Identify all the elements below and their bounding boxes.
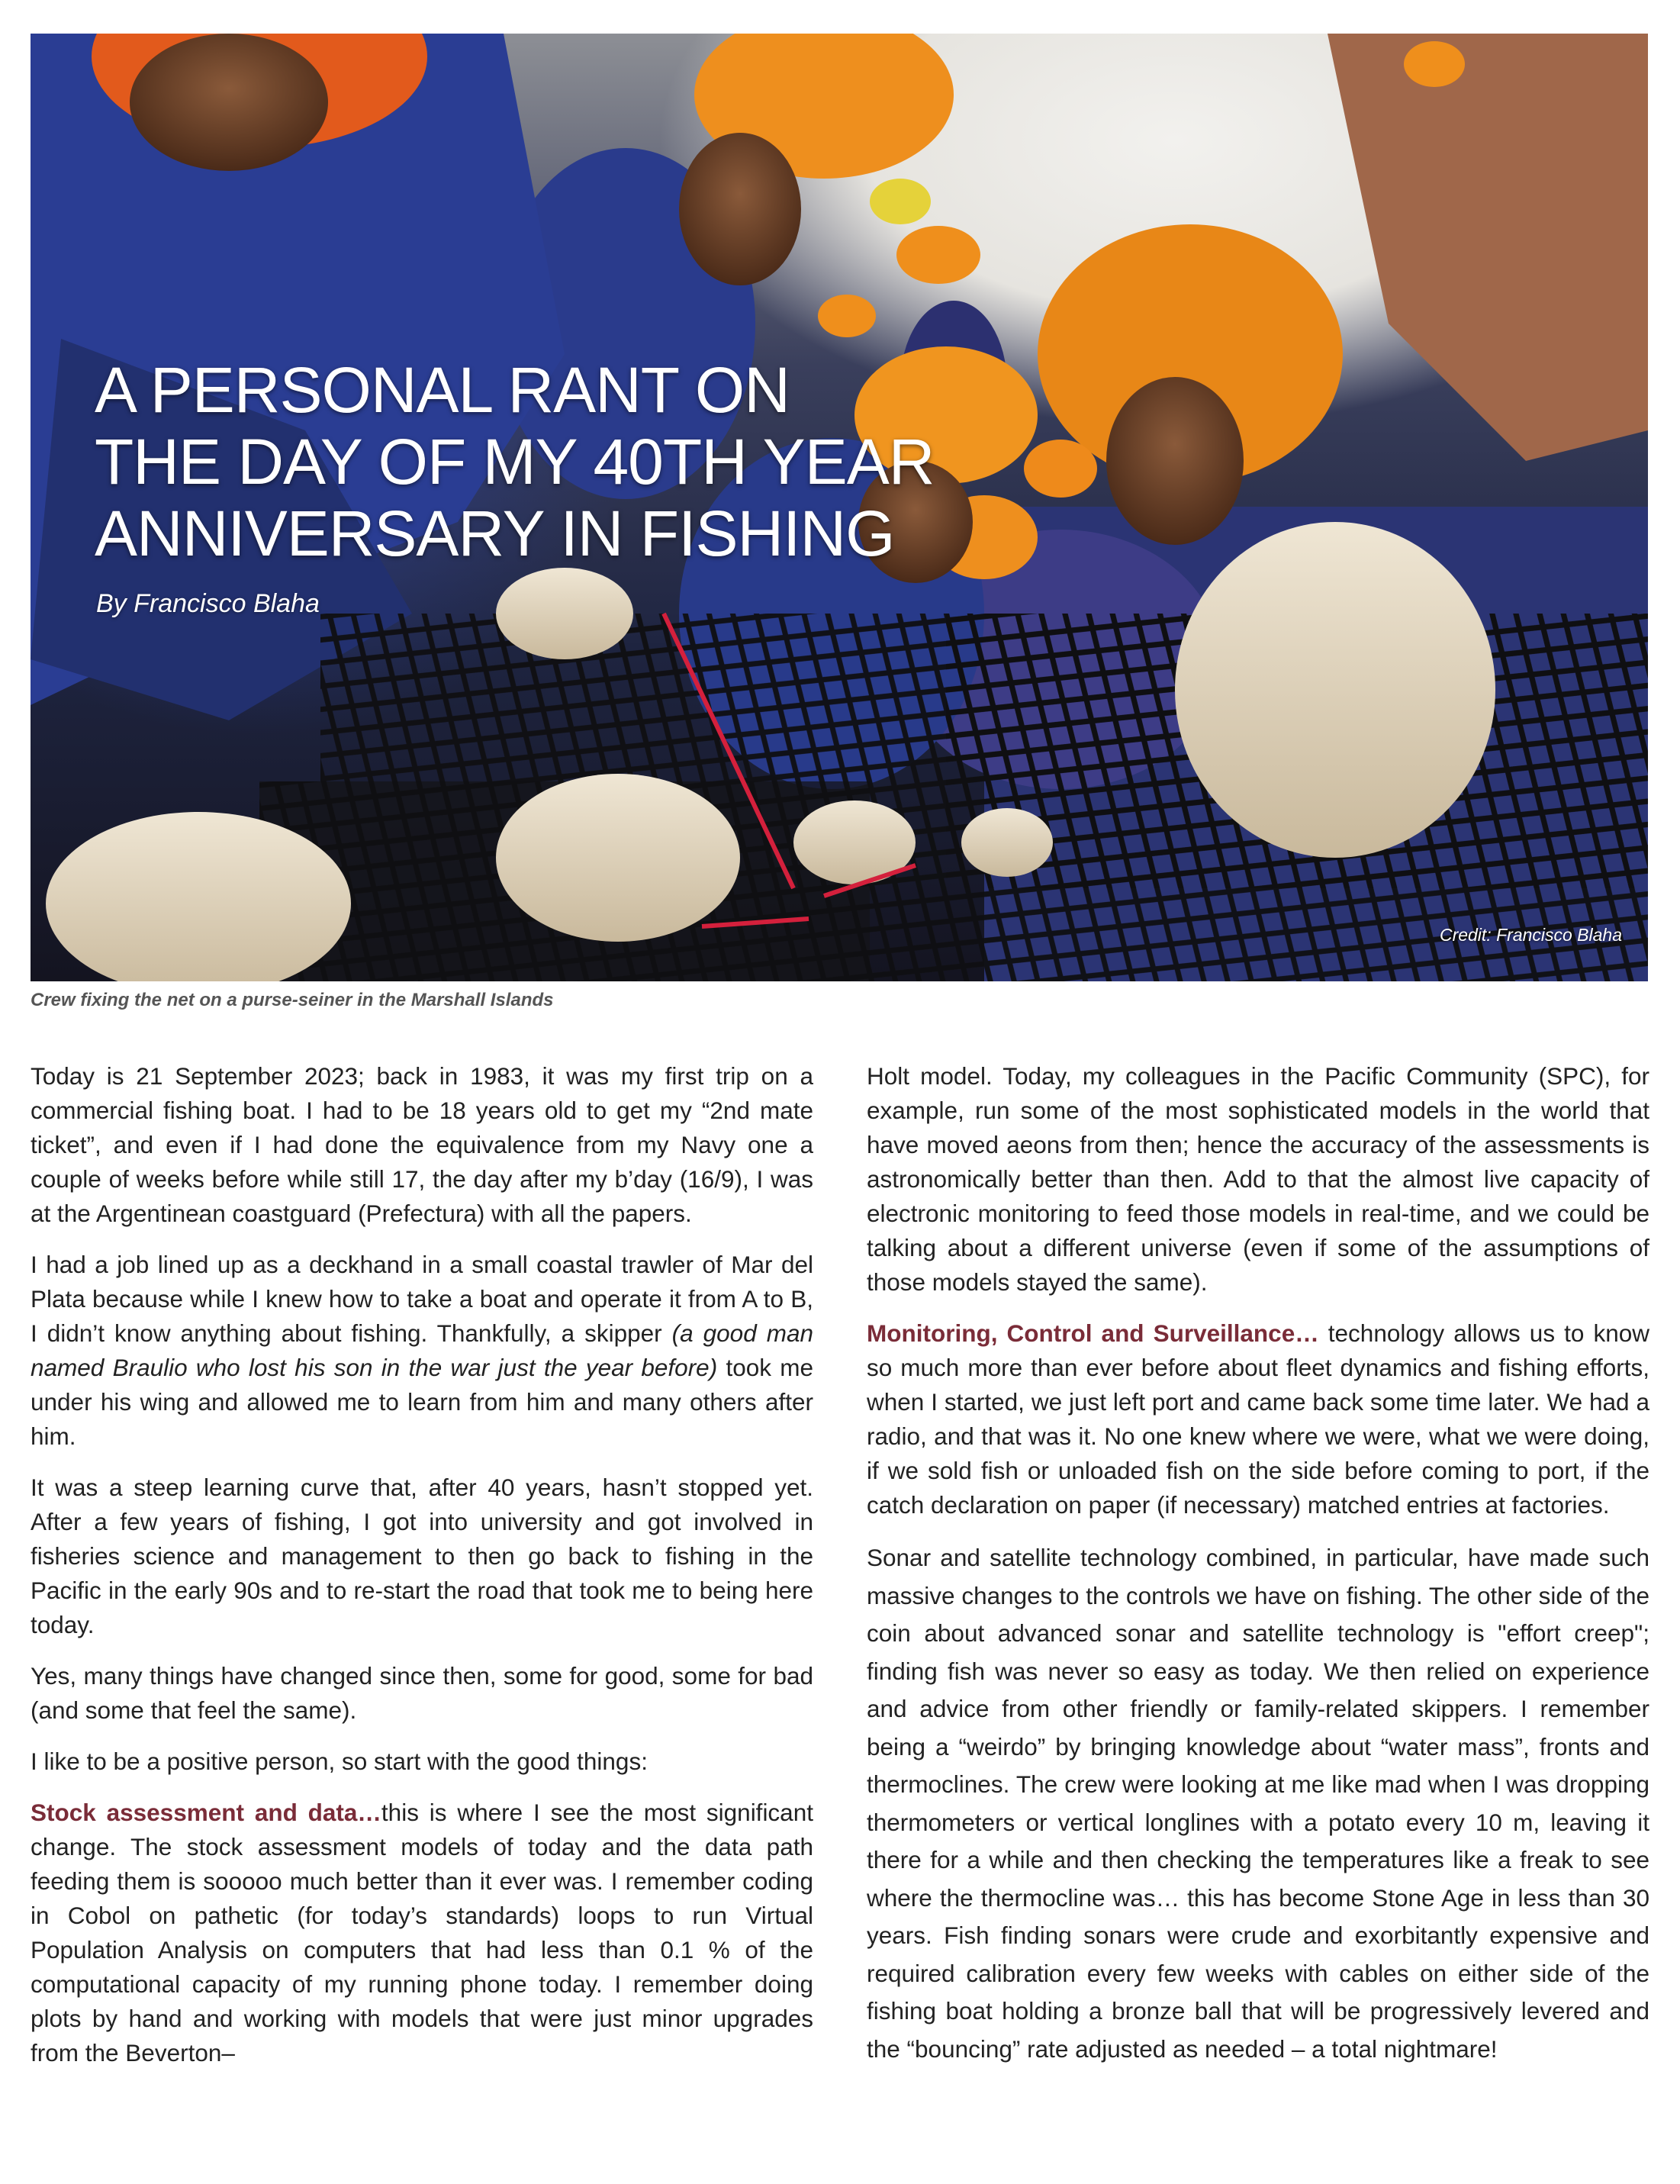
paragraph-1: Today is 21 September 2023; back in 1983, it was my first trip on a commercial fishing boat. I had to be 18 years old to get my “2nd mate ticket”, and even if I had done the equivalence from my Navy one a couple of weeks before while still 17, the day after my b’day (16/9), I was at the Argentinean coastguard (Prefectura) with all the papers. bbox=[31, 1062, 813, 1227]
article-column-right bbox=[867, 1059, 1649, 2085]
stock-assessment-heading: Stock assessment and data… bbox=[31, 1799, 381, 1826]
paragraph-2-text-a: I had a job lined up as a deckhand in a small coastal trawler of Mar del Plata because while I knew how to take a boat and operate it from A to B, I didn’t know anything about fishing. Thankfully, a skipper bbox=[31, 1251, 813, 1347]
paragraph-8 bbox=[867, 1316, 1649, 1522]
title-line-2: THE DAY OF MY 40TH YEAR bbox=[95, 426, 935, 498]
hero-photo bbox=[31, 34, 1648, 981]
paragraph-6 bbox=[31, 1796, 813, 2070]
paragraph-8-text: technology allows us to know so much more than ever before about fleet dynamics and fishing efforts, when I started, we just left port and came back some time later. We had a radio, and that was it. No one knew where we were, what we were doing, if we sold fish or unloaded fish on the side before coming to port, if the catch declaration on paper (if necessary) matched entries at factories. bbox=[867, 1319, 1650, 1519]
photo-credit: Credit: Francisco Blaha bbox=[1439, 925, 1622, 945]
paragraph-9: Sonar and satellite technology combined, in particular, have made such massive changes to the controls we have on fishing. The other side of the coin about advanced sonar and satellite technology is "effort creep"; finding fish was never so easy as today. We then relied on experience and advice from other friendly or family-related skippers. I remember being a “weirdo” by bringing knowledge about “water mass”, fronts and thermoclines. The crew were looking at me like mad when I was dropping thermometers or vertical longlines with a potato every 10 m, leaving it there for a while and then checking the temperatures like a freak to see where the thermocline was… this has become Stone Age in less than 30 years. Fish finding sonars were crude and exorbitantly expensive and required calibration every few weeks with cables on either side of the fishing boat holding a bronze ball that will be progressively levered and the “bouncing” rate adjusted as needed – a total nightmare! bbox=[867, 1544, 1649, 2063]
article-title bbox=[95, 354, 934, 569]
paragraph-6-text: this is where I see the most significant change. The stock assessment models of today and the data path feeding them is sooooo much better than it ever was. I remember coding in Cobol on pathetic (for today’s standards) loops to run Virtual Population Analysis on computers that had less than 0.1 % of the computational capacity of my running phone today. I remember doing plots by hand and working with models that were just minor upgrades from the Beverton– bbox=[31, 1799, 813, 2066]
article-column-left bbox=[31, 1059, 813, 2087]
byline: By Francisco Blaha bbox=[96, 589, 320, 618]
title-line-3: ANNIVERSARY IN FISHING bbox=[95, 498, 895, 569]
photo-caption: Crew fixing the net on a purse-seiner in the Marshall Islands bbox=[31, 990, 554, 1010]
paragraph-2-italic: (a good man named Braulio who lost his son in the war just the year before) bbox=[31, 1319, 813, 1381]
paragraph-5: I like to be a positive person, so start with the good things: bbox=[31, 1748, 648, 1775]
mcs-heading: Monitoring, Control and Surveillance… bbox=[867, 1319, 1319, 1347]
paragraph-2-text-b: took me under his wing and allowed me to learn from him and many others after him. bbox=[31, 1354, 814, 1450]
paragraph-7: Holt model. Today, my colleagues in the Pacific Community (SPC), for example, run some of the most sophisticated models in the world that have moved aeons from then; hence the accuracy of the assessments is astronomically better than then. Add to that the almost live capacity of electronic monitoring to feed those models in real-time, and we could be talking about a different universe (even if some of the assumptions of those models stayed the same). bbox=[867, 1062, 1649, 1296]
title-line-1: A PERSONAL RANT ON bbox=[95, 354, 790, 426]
paragraph-2 bbox=[31, 1248, 813, 1454]
paragraph-3: It was a steep learning curve that, after 40 years, hasn’t stopped yet. After a few years of fishing, I got into university and got involved in fisheries science and management to then go back to fishing in the Pacific in the early 90s and to re-start the road that took me to being here today. bbox=[31, 1474, 813, 1638]
paragraph-4: Yes, many things have changed since then, some for good, some for bad (and some that feel the same). bbox=[31, 1662, 813, 1724]
